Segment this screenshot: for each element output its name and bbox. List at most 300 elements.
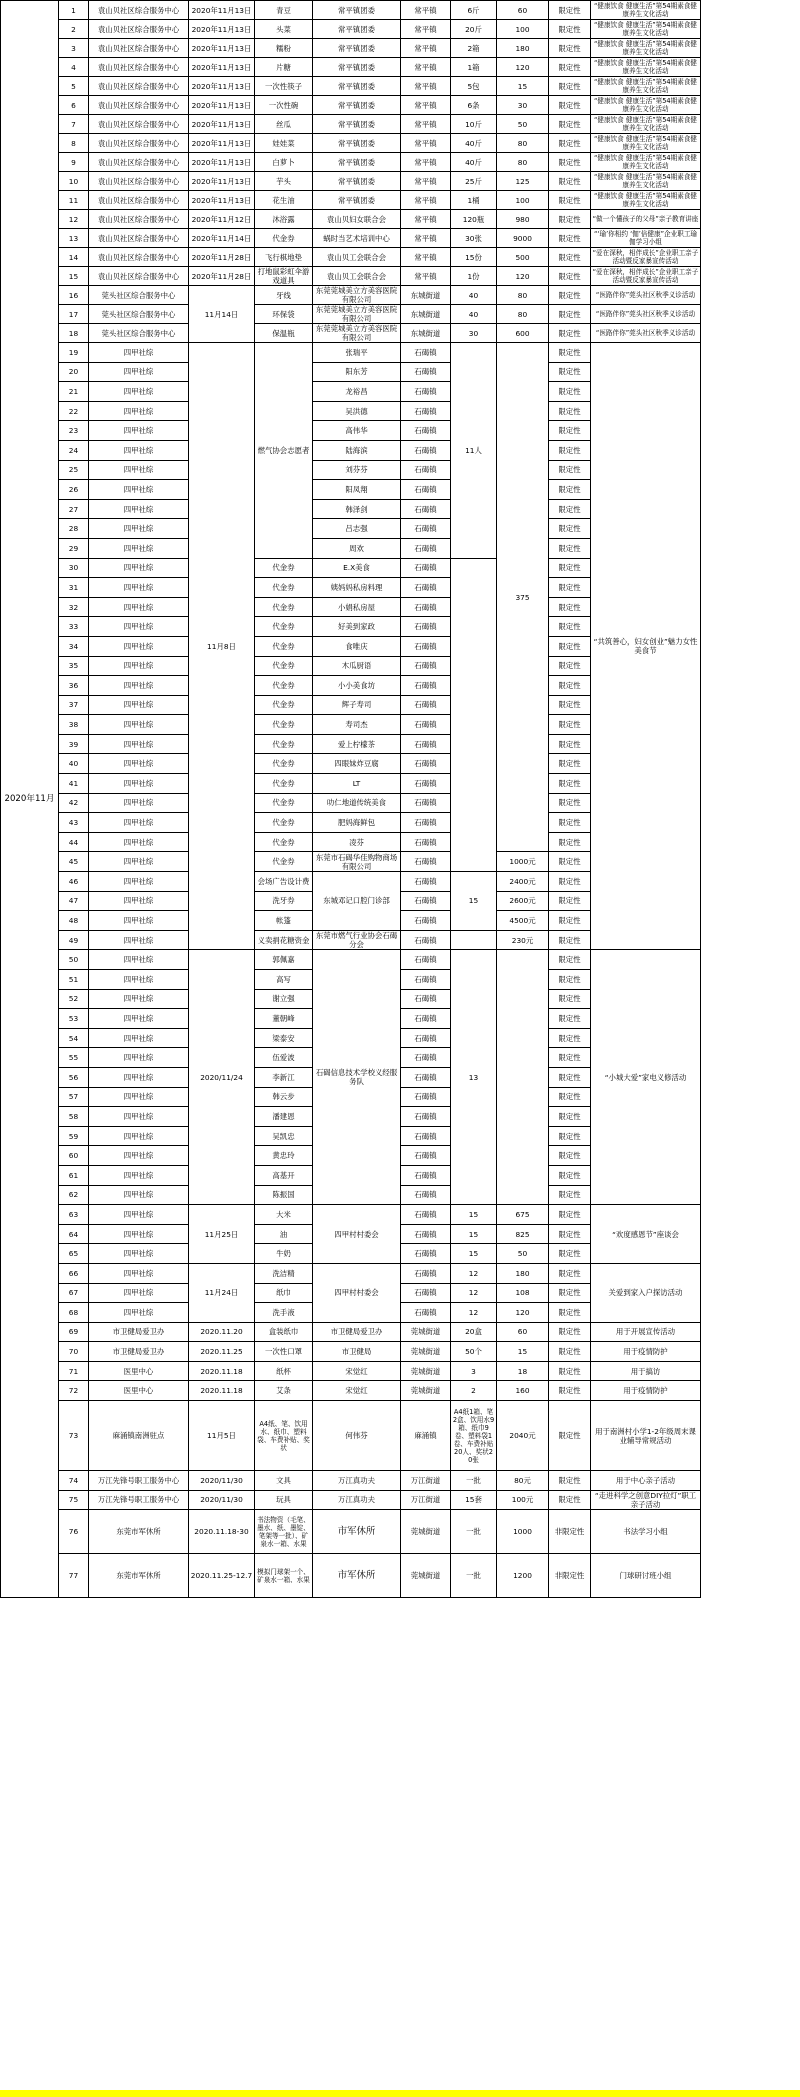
town-cell: 石碣镇 [401, 1009, 451, 1029]
type-cell: 限定性 [549, 695, 591, 715]
value-cell: 2400元 [497, 872, 549, 892]
town-cell: 石碣镇 [401, 1048, 451, 1068]
type-cell: 限定性 [549, 774, 591, 794]
row-number: 75 [59, 1490, 89, 1510]
quantity-cell: 1份 [451, 267, 497, 286]
table-row [1, 1471, 800, 1491]
purpose-cell: “健康饮食 健康生活”第54期素食健康养生文化活动 [591, 172, 701, 191]
org-name: 四甲社综 [89, 578, 189, 598]
donor-cell: 常平镇团委 [313, 153, 401, 172]
town-cell: 石碣镇 [401, 578, 451, 598]
date-cell: 2020年11月13日 [189, 115, 255, 134]
type-cell: 限定性 [549, 343, 591, 363]
town-cell: 石碣镇 [401, 636, 451, 656]
row-number: 18 [59, 324, 89, 343]
type-cell: 限定性 [549, 1126, 591, 1146]
donor-cell: 常平镇团委 [313, 115, 401, 134]
row-number: 8 [59, 134, 89, 153]
org-name: 四甲社综 [89, 754, 189, 774]
table-row [1, 229, 800, 248]
item-cell: 洗洁精 [255, 1263, 313, 1283]
type-cell: 限定性 [549, 538, 591, 558]
town-cell: 石碣镇 [401, 1205, 451, 1225]
row-number: 62 [59, 1185, 89, 1205]
donor-cell: 常平镇团委 [313, 172, 401, 191]
org-name: 四甲社综 [89, 1146, 189, 1166]
org-name: 袁山贝社区综合服务中心 [89, 229, 189, 248]
date-cell: 2020年11月13日 [189, 77, 255, 96]
quantity-cell: 1桶 [451, 191, 497, 210]
town-cell: 常平镇 [401, 58, 451, 77]
date-cell: 2020年11月13日 [189, 20, 255, 39]
row-number: 74 [59, 1471, 89, 1491]
date-cell: 2020年11月28日 [189, 267, 255, 286]
org-name: 莞头社区综合服务中心 [89, 305, 189, 324]
value-cell: 80元 [497, 1471, 549, 1491]
row-number: 56 [59, 1067, 89, 1087]
type-cell: 限定性 [549, 305, 591, 324]
type-cell: 限定性 [549, 832, 591, 852]
org-name: 四甲社综 [89, 734, 189, 754]
quantity-cell [451, 558, 497, 872]
date-cell: 2020/11/24 [189, 950, 255, 1205]
value-cell: 160 [497, 1381, 549, 1401]
org-name: 万江先锋号职工服务中心 [89, 1471, 189, 1491]
donor-cell: 常平镇团委 [313, 77, 401, 96]
org-name: 袁山贝社区综合服务中心 [89, 191, 189, 210]
type-cell: 限定性 [549, 1401, 591, 1471]
item-cell: 代金券 [255, 676, 313, 696]
item-cell: 飞行棋地垫 [255, 248, 313, 267]
donor-cell: 高伟华 [313, 421, 401, 441]
value-cell: 180 [497, 1263, 549, 1283]
value-cell: 180 [497, 39, 549, 58]
item-cell: 李新江 [255, 1067, 313, 1087]
item-cell: 头菜 [255, 20, 313, 39]
quantity-cell: 13 [451, 950, 497, 1205]
donor-cell: 好美到家政 [313, 617, 401, 637]
type-cell: 限定性 [549, 950, 591, 970]
org-name: 四甲社综 [89, 950, 189, 970]
row-number: 71 [59, 1361, 89, 1381]
town-cell: 石碣镇 [401, 754, 451, 774]
quantity-cell: 40斤 [451, 134, 497, 153]
org-name: 四甲社综 [89, 695, 189, 715]
row-number: 65 [59, 1244, 89, 1264]
town-cell: 石碣镇 [401, 480, 451, 500]
quantity-cell: 40斤 [451, 153, 497, 172]
org-name: 四甲社综 [89, 382, 189, 402]
table-row [1, 210, 800, 229]
org-name: 四甲社综 [89, 440, 189, 460]
row-number: 11 [59, 191, 89, 210]
quantity-cell: 40 [451, 305, 497, 324]
purpose-cell: “‘瑜’你相约 ‘伽’倍健康”企业职工瑜伽学习小组 [591, 229, 701, 248]
type-cell: 限定性 [549, 1322, 591, 1342]
item-cell: 纸杯 [255, 1361, 313, 1381]
item-cell: 牙线 [255, 286, 313, 305]
town-cell: 石碣镇 [401, 813, 451, 833]
table-row [1, 191, 800, 210]
item-cell: 洗手液 [255, 1303, 313, 1323]
donor-cell: 周欢 [313, 538, 401, 558]
item-cell: 韩云步 [255, 1087, 313, 1107]
value-cell: 230元 [497, 930, 549, 950]
item-cell: 伍爱波 [255, 1048, 313, 1068]
value-cell: 125 [497, 172, 549, 191]
date-cell: 2020/11/30 [189, 1490, 255, 1510]
row-number: 54 [59, 1028, 89, 1048]
donor-cell: 吴洪德 [313, 401, 401, 421]
org-name: 袁山贝社区综合服务中心 [89, 172, 189, 191]
town-cell: 莞城街道 [401, 1342, 451, 1362]
org-name: 四甲社综 [89, 1185, 189, 1205]
table-row [1, 286, 800, 305]
item-cell: 义卖捐花糖资金 [255, 930, 313, 950]
town-cell: 石碣镇 [401, 597, 451, 617]
type-cell: 限定性 [549, 1146, 591, 1166]
town-cell: 东城街道 [401, 305, 451, 324]
donor-cell: 市军休所 [313, 1510, 401, 1554]
value-cell: 18 [497, 1361, 549, 1381]
org-name: 袁山贝社区综合服务中心 [89, 115, 189, 134]
table-row [1, 58, 800, 77]
row-number: 37 [59, 695, 89, 715]
town-cell: 石碣镇 [401, 832, 451, 852]
quantity-cell [451, 930, 497, 950]
town-cell: 石碣镇 [401, 1126, 451, 1146]
table-row [1, 153, 800, 172]
donor-cell: 宋觉红 [313, 1361, 401, 1381]
org-name: 四甲社综 [89, 558, 189, 578]
donor-cell: 袁山贝工会联合会 [313, 248, 401, 267]
row-number: 34 [59, 636, 89, 656]
town-cell: 莞城街道 [401, 1381, 451, 1401]
town-cell: 石碣镇 [401, 734, 451, 754]
purpose-cell: 门球研讨班小组 [591, 1554, 701, 1598]
donor-cell: 寿司杰 [313, 715, 401, 735]
org-name: 四甲社综 [89, 362, 189, 382]
purpose-cell: “做一个懂孩子的父母”亲子教育讲座 [591, 210, 701, 229]
donor-cell: 小娟私房屋 [313, 597, 401, 617]
type-cell: 限定性 [549, 911, 591, 931]
date-cell: 2020.11.25 [189, 1342, 255, 1362]
org-name: 四甲社综 [89, 1107, 189, 1127]
date-cell: 2020.11.18 [189, 1381, 255, 1401]
table-row [1, 1322, 800, 1342]
org-name: 四甲社综 [89, 1263, 189, 1283]
item-cell: 大米 [255, 1205, 313, 1225]
item-cell: 会场广告设计费 [255, 872, 313, 892]
donor-cell: 市军休所 [313, 1554, 401, 1598]
row-number: 26 [59, 480, 89, 500]
org-name: 万江先锋号职工服务中心 [89, 1490, 189, 1510]
item-cell: 高基开 [255, 1165, 313, 1185]
type-cell: 限定性 [549, 754, 591, 774]
row-number: 76 [59, 1510, 89, 1554]
town-cell: 石碣镇 [401, 617, 451, 637]
donor-cell: 凌芬 [313, 832, 401, 852]
quantity-cell: 20斤 [451, 20, 497, 39]
org-name: 东莞市军休所 [89, 1554, 189, 1598]
type-cell: 限定性 [549, 480, 591, 500]
date-cell: 2020年11月28日 [189, 248, 255, 267]
item-cell: 代金券 [255, 617, 313, 637]
quantity-cell: 11人 [451, 343, 497, 559]
date-cell: 2020年11月13日 [189, 39, 255, 58]
type-cell: 限定性 [549, 617, 591, 637]
value-cell: 825 [497, 1224, 549, 1244]
value-cell: 500 [497, 248, 549, 267]
item-cell: 代金券 [255, 229, 313, 248]
row-number: 51 [59, 970, 89, 990]
town-cell: 石碣镇 [401, 1165, 451, 1185]
item-cell: 谢立强 [255, 989, 313, 1009]
type-cell: 限定性 [549, 1028, 591, 1048]
table-row [1, 1361, 800, 1381]
donor-cell: 市卫健局爱卫办 [313, 1322, 401, 1342]
table-row [1, 1263, 800, 1283]
org-name: 四甲社综 [89, 421, 189, 441]
item-cell: 帐篷 [255, 911, 313, 931]
row-number: 55 [59, 1048, 89, 1068]
org-name: 袁山贝社区综合服务中心 [89, 153, 189, 172]
type-cell: 限定性 [549, 793, 591, 813]
item-cell: 牛奶 [255, 1244, 313, 1264]
value-cell: 2040元 [497, 1401, 549, 1471]
org-name: 四甲社综 [89, 813, 189, 833]
org-name: 莞头社区综合服务中心 [89, 324, 189, 343]
row-number: 72 [59, 1381, 89, 1401]
donor-cell: 蜗时当艺术培训中心 [313, 229, 401, 248]
table-body [1, 1, 800, 1598]
purpose-cell: “健康饮食 健康生活”第54期素食健康养生文化活动 [591, 39, 701, 58]
item-cell: 陈振国 [255, 1185, 313, 1205]
town-cell: 石碣镇 [401, 1087, 451, 1107]
item-cell: 一次性筷子 [255, 77, 313, 96]
town-cell: 石碣镇 [401, 911, 451, 931]
item-cell: 沐浴露 [255, 210, 313, 229]
org-name: 四甲社综 [89, 1087, 189, 1107]
town-cell: 石碣镇 [401, 1224, 451, 1244]
item-cell: 燃气协会志愿者 [255, 343, 313, 559]
row-number: 36 [59, 676, 89, 696]
item-cell: 芋头 [255, 172, 313, 191]
quantity-cell: 1箱 [451, 58, 497, 77]
org-name: 市卫健局爱卫办 [89, 1342, 189, 1362]
item-cell: A4纸、笔、饮用水、纸巾、塑料袋、车费补贴、奖状 [255, 1401, 313, 1471]
town-cell: 石碣镇 [401, 421, 451, 441]
table-row [1, 1554, 800, 1598]
type-cell: 限定性 [549, 115, 591, 134]
type-cell: 限定性 [549, 578, 591, 598]
type-cell: 非限定性 [549, 1510, 591, 1554]
row-number: 57 [59, 1087, 89, 1107]
town-cell: 石碣镇 [401, 401, 451, 421]
row-number: 53 [59, 1009, 89, 1029]
donor-cell: 袁山贝妇女联合会 [313, 210, 401, 229]
org-name: 麻涌镇南洲驻点 [89, 1401, 189, 1471]
org-name: 袁山贝社区综合服务中心 [89, 248, 189, 267]
org-name: 市卫健局爱卫办 [89, 1322, 189, 1342]
row-number: 13 [59, 229, 89, 248]
type-cell: 限定性 [549, 1067, 591, 1087]
org-name: 袁山贝社区综合服务中心 [89, 77, 189, 96]
type-cell: 限定性 [549, 134, 591, 153]
value-cell: 80 [497, 153, 549, 172]
item-cell: 一次性碗 [255, 96, 313, 115]
purpose-cell: “健康饮食 健康生活”第54期素食健康养生文化活动 [591, 134, 701, 153]
org-name: 袁山贝社区综合服务中心 [89, 39, 189, 58]
donor-cell: 叻仁地道传统美食 [313, 793, 401, 813]
item-cell: 油 [255, 1224, 313, 1244]
donor-cell: 陆海滨 [313, 440, 401, 460]
org-name: 四甲社综 [89, 1028, 189, 1048]
row-number: 42 [59, 793, 89, 813]
town-cell: 石碣镇 [401, 440, 451, 460]
type-cell: 限定性 [549, 1009, 591, 1029]
row-number: 60 [59, 1146, 89, 1166]
town-cell: 莞城街道 [401, 1554, 451, 1598]
type-cell: 限定性 [549, 1165, 591, 1185]
type-cell: 限定性 [549, 930, 591, 950]
donor-cell: 宋觉红 [313, 1381, 401, 1401]
type-cell: 限定性 [549, 597, 591, 617]
donor-cell: 龙裕昌 [313, 382, 401, 402]
purpose-cell: 用于疫情防护 [591, 1381, 701, 1401]
row-number: 17 [59, 305, 89, 324]
item-cell: 娃娃菜 [255, 134, 313, 153]
org-name: 四甲社综 [89, 1303, 189, 1323]
type-cell: 限定性 [549, 499, 591, 519]
row-number: 7 [59, 115, 89, 134]
date-cell: 2020/11/30 [189, 1471, 255, 1491]
type-cell: 限定性 [549, 362, 591, 382]
type-cell: 限定性 [549, 1490, 591, 1510]
purpose-cell: 用于疫情防护 [591, 1342, 701, 1362]
donor-cell: LT [313, 774, 401, 794]
quantity-cell: 50个 [451, 1342, 497, 1362]
type-cell: 限定性 [549, 715, 591, 735]
item-cell: 代金券 [255, 656, 313, 676]
type-cell: 限定性 [549, 989, 591, 1009]
row-number: 52 [59, 989, 89, 1009]
town-cell: 常平镇 [401, 39, 451, 58]
town-cell: 东城街道 [401, 324, 451, 343]
quantity-cell: 40 [451, 286, 497, 305]
value-cell: 80 [497, 286, 549, 305]
org-name: 四甲社综 [89, 872, 189, 892]
type-cell: 限定性 [549, 324, 591, 343]
quantity-cell: 3 [451, 1361, 497, 1381]
item-cell: 黄忠玲 [255, 1146, 313, 1166]
date-cell: 2020年11月12日 [189, 210, 255, 229]
row-number: 35 [59, 656, 89, 676]
org-name: 袁山贝社区综合服务中心 [89, 96, 189, 115]
table-row [1, 1342, 800, 1362]
date-cell: 2020年11月14日 [189, 229, 255, 248]
donor-cell: 东莞莞城美立方美容医院有限公司 [313, 305, 401, 324]
item-cell: 代金券 [255, 793, 313, 813]
value-cell: 50 [497, 1244, 549, 1264]
org-name: 四甲社综 [89, 1067, 189, 1087]
town-cell: 石碣镇 [401, 715, 451, 735]
purpose-cell: “医路伴你”莞头社区秋季义诊活动 [591, 286, 701, 305]
row-number: 43 [59, 813, 89, 833]
type-cell: 限定性 [549, 734, 591, 754]
type-cell: 限定性 [549, 96, 591, 115]
highlighted-footer-strip [0, 2090, 800, 2097]
item-cell: 代金券 [255, 832, 313, 852]
quantity-cell: 30张 [451, 229, 497, 248]
town-cell: 石碣镇 [401, 950, 451, 970]
type-cell: 限定性 [549, 1471, 591, 1491]
donor-cell: 常平镇团委 [313, 1, 401, 20]
item-cell: 洗牙券 [255, 891, 313, 911]
type-cell: 限定性 [549, 519, 591, 539]
donor-cell: 爱上柠檬茶 [313, 734, 401, 754]
row-number: 33 [59, 617, 89, 637]
org-name: 袁山贝社区综合服务中心 [89, 1, 189, 20]
item-cell: 代金券 [255, 754, 313, 774]
town-cell: 常平镇 [401, 77, 451, 96]
row-number: 19 [59, 343, 89, 363]
type-cell: 限定性 [549, 210, 591, 229]
quantity-cell: 一批 [451, 1471, 497, 1491]
item-cell: 代金券 [255, 597, 313, 617]
org-name: 医里中心 [89, 1361, 189, 1381]
type-cell: 限定性 [549, 229, 591, 248]
type-cell: 限定性 [549, 891, 591, 911]
donor-cell: E.X美食 [313, 558, 401, 578]
donor-cell: 东城邓记口腔门诊部 [313, 872, 401, 931]
type-cell: 限定性 [549, 172, 591, 191]
value-cell: 80 [497, 134, 549, 153]
item-cell: 模拟门球架一个、矿泉水一箱、水果 [255, 1554, 313, 1598]
donor-cell: 东莞莞城美立方美容医院有限公司 [313, 286, 401, 305]
donor-cell: 四甲村村委会 [313, 1263, 401, 1322]
org-name: 四甲社综 [89, 1224, 189, 1244]
table-row [1, 950, 800, 970]
item-cell: 代金券 [255, 695, 313, 715]
item-cell: 高写 [255, 970, 313, 990]
value-cell: 60 [497, 1, 549, 20]
quantity-cell: 5包 [451, 77, 497, 96]
item-cell: 环保袋 [255, 305, 313, 324]
donor-cell: 何伟芬 [313, 1401, 401, 1471]
type-cell: 限定性 [549, 1244, 591, 1264]
org-name: 四甲社综 [89, 519, 189, 539]
value-cell: 80 [497, 305, 549, 324]
purpose-cell: “健康饮食 健康生活”第54期素食健康养生文化活动 [591, 115, 701, 134]
org-name: 四甲社综 [89, 480, 189, 500]
item-cell: 梁泰安 [255, 1028, 313, 1048]
org-name: 四甲社综 [89, 911, 189, 931]
org-name: 袁山贝社区综合服务中心 [89, 58, 189, 77]
town-cell: 石碣镇 [401, 1185, 451, 1205]
row-number: 44 [59, 832, 89, 852]
type-cell: 限定性 [549, 1361, 591, 1381]
town-cell: 石碣镇 [401, 499, 451, 519]
item-cell: 糯粉 [255, 39, 313, 58]
row-number: 10 [59, 172, 89, 191]
table-row [1, 1381, 800, 1401]
donor-cell: 小小美食坊 [313, 676, 401, 696]
value-cell: 1000 [497, 1510, 549, 1554]
donor-cell: 木瓜厨语 [313, 656, 401, 676]
table-row [1, 1490, 800, 1510]
row-number: 5 [59, 77, 89, 96]
